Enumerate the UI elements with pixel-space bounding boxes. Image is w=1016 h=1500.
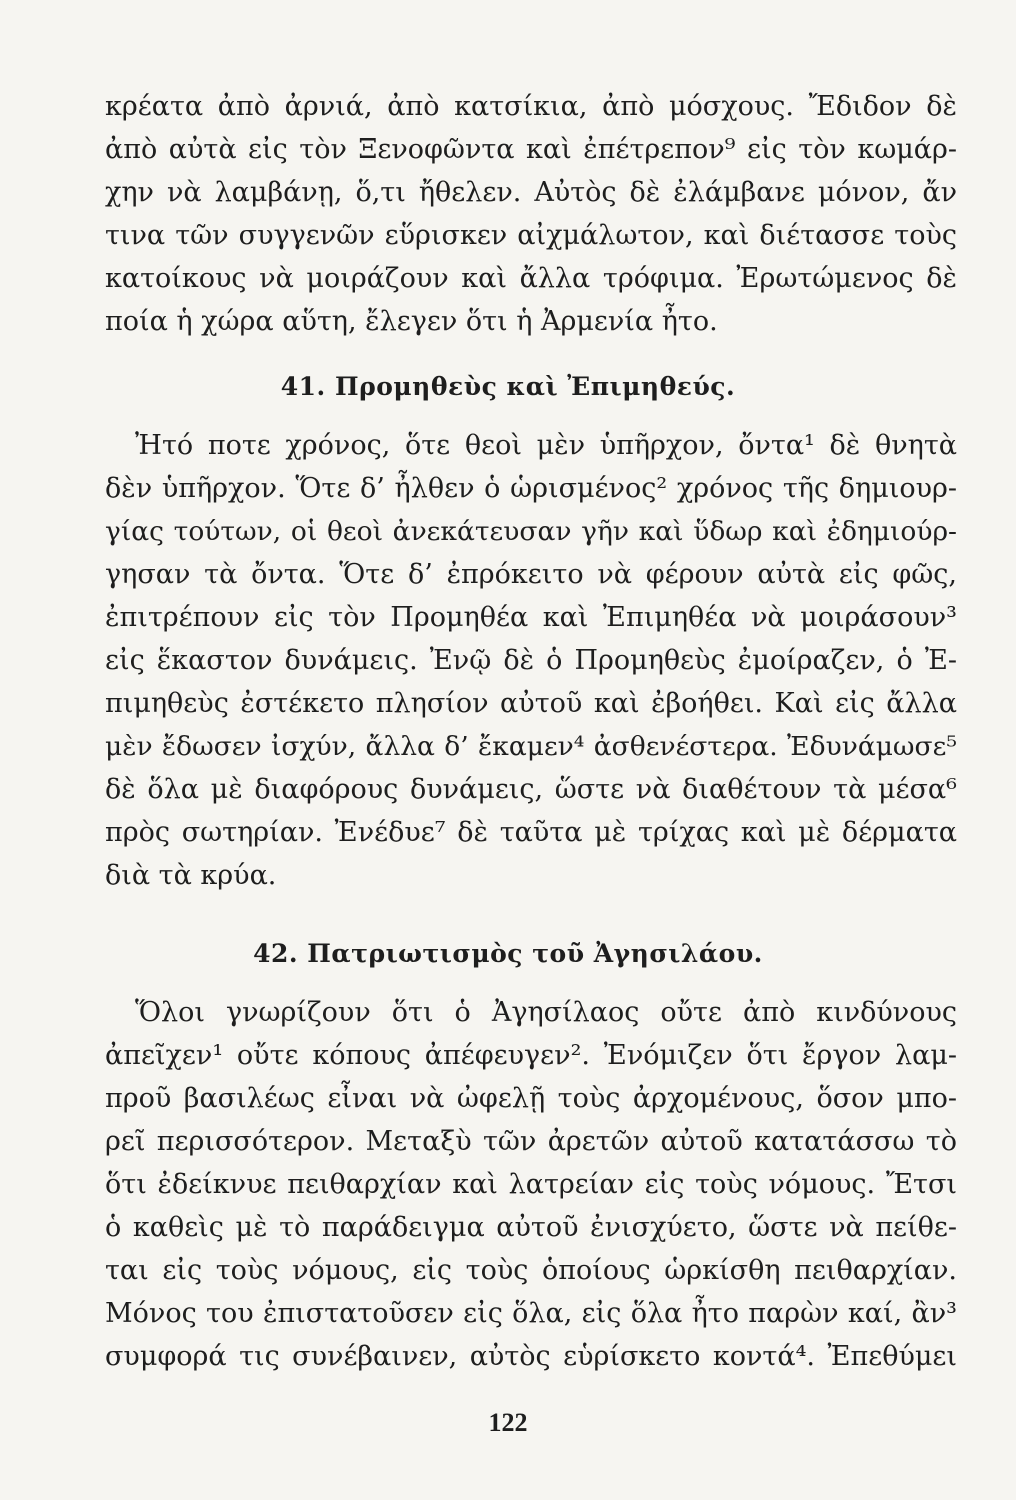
text-line: μὲν ἔδωσεν ἰσχύν, ἄλλα δ’ ἔκαμεν⁴ ἀσθενέστερα. Ἐδυνάμωσε⁵ (105, 731, 957, 762)
text-line: γίας τούτων, οἱ θεοὶ ἀνεκάτευσαν γῆν καὶ ὕδωρ καὶ ἐδημιούρ- (105, 516, 957, 547)
text-line: προῦ βασιλέως εἶναι νὰ ὠφελῇ τοὺς ἀρχομένους, ὅσον μπο- (105, 1083, 957, 1114)
text-line: ποία ἡ χώρα αὕτη, ἔλεγεν ὅτι ἡ Ἀρμενία ἦτο. (105, 306, 718, 337)
text-line: Ὅλοι γνωρίζουν ὅτι ὁ Ἀγησίλαος οὔτε ἀπὸ κινδύνους (135, 997, 957, 1028)
text-line: κρέατα ἀπὸ ἀρνιά, ἀπὸ κατσίκια, ἀπὸ μόσχους. Ἔδιδον δὲ (105, 91, 957, 122)
text-line: ὅτι ἐδείκνυε πειθαρχίαν καὶ λατρείαν εἰς τοὺς νόμους. Ἔτσι (105, 1169, 957, 1200)
section-heading-42: 42. Πατριωτισμὸς τοῦ Ἀγησιλάου. (253, 939, 763, 968)
text-line: τινα τῶν συγγενῶν εὕρισκεν αἰχμάλωτον, καὶ διέτασσε τοὺς (105, 220, 957, 251)
text-line: Ἠτό ποτε χρόνος, ὅτε θεοὶ μὲν ὑπῆρχον, ὄντα¹ δὲ θνητὰ (135, 430, 957, 461)
page-number: 122 (488, 1408, 528, 1437)
text-line: πιμηθεὺς ἐστέκετο πλησίον αὐτοῦ καὶ ἐβοήθει. Καὶ εἰς ἄλλα (105, 688, 957, 719)
text-line: δὲν ὑπῆρχον. Ὅτε δ’ ἦλθεν ὁ ὡρισμένος² χρόνος τῆς δημιουρ- (105, 473, 957, 504)
text-line: ται εἰς τοὺς νόμους, εἰς τοὺς ὁποίους ὡρκίσθη πειθαρχίαν. (105, 1255, 957, 1286)
text-line: ἀπὸ αὐτὰ εἰς τὸν Ξενοφῶντα καὶ ἐπέτρεπον⁹ εἰς τὸν κωμάρ- (105, 134, 957, 165)
text-line: συμφορά τις συνέβαινεν, αὐτὸς εὑρίσκετο κοντά⁴. Ἐπεθύμει (105, 1341, 957, 1372)
text-line: χην νὰ λαμβάνῃ, ὅ,τι ἤθελεν. Αὐτὸς δὲ ἐλάμβανε μόνον, ἄν (105, 177, 957, 208)
text-line: ὁ καθεὶς μὲ τὸ παράδειγμα αὐτοῦ ἐνισχύετο, ὥστε νὰ πείθε- (105, 1212, 957, 1243)
text-line: ρεῖ περισσότερον. Μεταξὺ τῶν ἀρετῶν αὐτοῦ κατατάσσω τὸ (105, 1126, 957, 1157)
text-line: ἐπιτρέπουν εἰς τὸν Προμηθέα καὶ Ἐπιμηθέα νὰ μοιράσουν³ (105, 602, 957, 633)
text-line: πρὸς σωτηρίαν. Ἐνέδυε⁷ δὲ ταῦτα μὲ τρίχας καὶ μὲ δέρματα (105, 817, 957, 848)
text-line: γησαν τὰ ὄντα. Ὅτε δ’ ἐπρόκειτο νὰ φέρουν αὐτὰ εἰς φῶς, (105, 559, 957, 590)
section-heading-41: 41. Προμηθεὺς καὶ Ἐπιμηθεύς. (280, 372, 736, 401)
text-line: εἰς ἕκαστον δυνάμεις. Ἐνῷ δὲ ὁ Προμηθεὺς ἐμοίραζεν, ὁ Ἐ- (105, 645, 957, 676)
text-line: ἀπεῖχεν¹ οὔτε κόπους ἀπέφευγεν². Ἐνόμιζεν ὅτι ἔργον λαμ- (105, 1040, 957, 1071)
text-line: διὰ τὰ κρύα. (105, 860, 277, 891)
text-line: κατοίκους νὰ μοιράζουν καὶ ἄλλα τρόφιμα. Ἐρωτώμενος δὲ (105, 263, 957, 294)
text-line: δὲ ὅλα μὲ διαφόρους δυνάμεις, ὥστε νὰ διαθέτουν τὰ μέσα⁶ (105, 774, 957, 805)
text-line: Μόνος του ἐπιστατοῦσεν εἰς ὅλα, εἰς ὅλα ἦτο παρὼν καί, ἂν³ (105, 1298, 957, 1329)
